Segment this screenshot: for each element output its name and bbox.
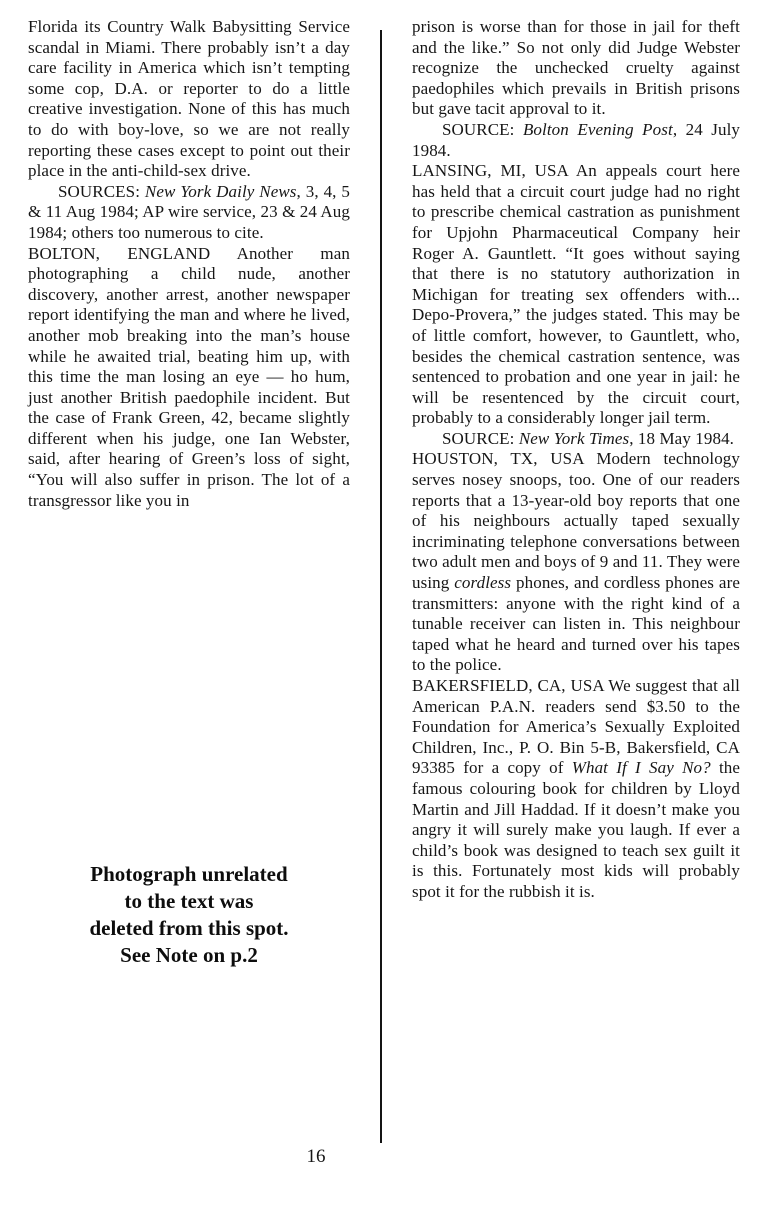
source-bolton-evening-post <box>412 120 740 161</box>
sources-label: SOURCES: <box>58 181 145 201</box>
source-publication-italic: Bolton Evening Post <box>522 119 673 139</box>
notice-line: See Note on p.2 <box>120 943 258 968</box>
left-column <box>28 17 350 969</box>
source-label: SOURCE: <box>442 119 523 139</box>
photo-deleted-notice <box>28 861 350 969</box>
story-bakersfield-california <box>412 676 740 903</box>
sources-citation-line <box>28 182 350 244</box>
story-bolton-england: BOLTON, ENGLAND Another man photographing a child nude, another discovery, another arrest, another newspaper report identifying the man and where he lived, another mob breaking into the man’s house while he awaited trial, beating him up, with this time the man losing an eye — ho hum, just another British paedophile incident. But the case of Frank Green, 42, became slightly different when his judge, one Ian Webster, said, after hearing of Green’s loss of sight, “You will also suffer in prison. The lot of a transgressor like you in <box>28 243 350 510</box>
notice-line: deleted from this spot. <box>89 916 289 941</box>
notice-line: to the text was <box>124 889 254 914</box>
right-column <box>412 17 740 903</box>
page-number: 16 <box>306 1146 326 1167</box>
column-divider-rule <box>380 30 382 1143</box>
bakersfield-book-title-italic: What If I Say No? <box>571 758 711 778</box>
source-new-york-times <box>412 429 740 450</box>
story-houston-texas <box>412 449 740 676</box>
story-lansing-michigan: LANSING, MI, USA An appeals court here has held that a circuit court judge had no right to prescribe chemical castration as punishment for Upjohn Pharmaceutical Company heir Roger A. Gauntlett. “It goes without saying that there is no statutory authorization in Michigan for treating sex offenders with... Depo-Provera,” the judges stated. This may be of little comfort, however, to Gauntlett, who, besides the chemical castration sentence, was sentenced to probation and one year in jail: he will be resentenced by the circuit court, probably to a considerably longer jail term. <box>412 161 740 428</box>
bakersfield-text: BAKERSFIELD, CA, USA We suggest that all American P.A.N. readers send $3.50 to the Foundation for America’s Sexually Exploited Children, Inc., P. O. Bin 5-B, Bakersfield, CA 93385 for a copy of <box>412 676 740 778</box>
notice-line: Photograph unrelated <box>90 862 288 887</box>
story-florida-continuation: Florida its Country Walk Babysitting Service scandal in Miami. There probably isn’t a day care facility in America which isn’t tempting some cop, D.A. or reporter to do a little creative investigation. None of this has much to do with boy-love, so we are not really reporting these cases except to point out their place in the anti-child-sex drive. <box>28 17 350 181</box>
source-details: , 24 July 1984. <box>412 119 741 160</box>
houston-text: HOUSTON, TX, USA Modern technology serves nosey snoops, too. One of our readers reports that a 13-year-old boy reports that one of his neighbours actually taped sexually incriminating telephone conversations between two adult men and boys of 9 and 11. They were using <box>412 449 740 593</box>
bakersfield-text: the famous colouring book for children by Lloyd Martin and Jill Haddad. If it doesn’t make you angry it will surely make you laugh. If ever a child’s book was designed to teach sex guilt it is this. Fortunately most kids will probably spot it for the rubbish it is. <box>412 758 741 901</box>
houston-text: phones, and cordless phones are transmitters: anyone with the right kind of a tunable receiver can listen in. This neighbour taped what he heard and turned over his tapes to the police. <box>412 573 740 675</box>
source-publication-italic: New York Times <box>518 428 630 448</box>
sources-publication-italic: New York Daily News <box>144 181 297 201</box>
story-prison-continuation: prison is worse than for those in jail for theft and the like.” So not only did Judge Webster recognize the unchecked cruelty against paedophiles which prevails in British prisons but gave tacit approval to it. <box>412 17 740 119</box>
sources-details: , 3, 4, 5 & 11 Aug 1984; AP wire service, 23 & 24 Aug 1984; others too numerous to cite. <box>28 181 350 242</box>
source-details: , 18 May 1984. <box>629 428 735 448</box>
houston-italic-word: cordless <box>454 573 512 593</box>
source-label: SOURCE: <box>442 428 519 448</box>
